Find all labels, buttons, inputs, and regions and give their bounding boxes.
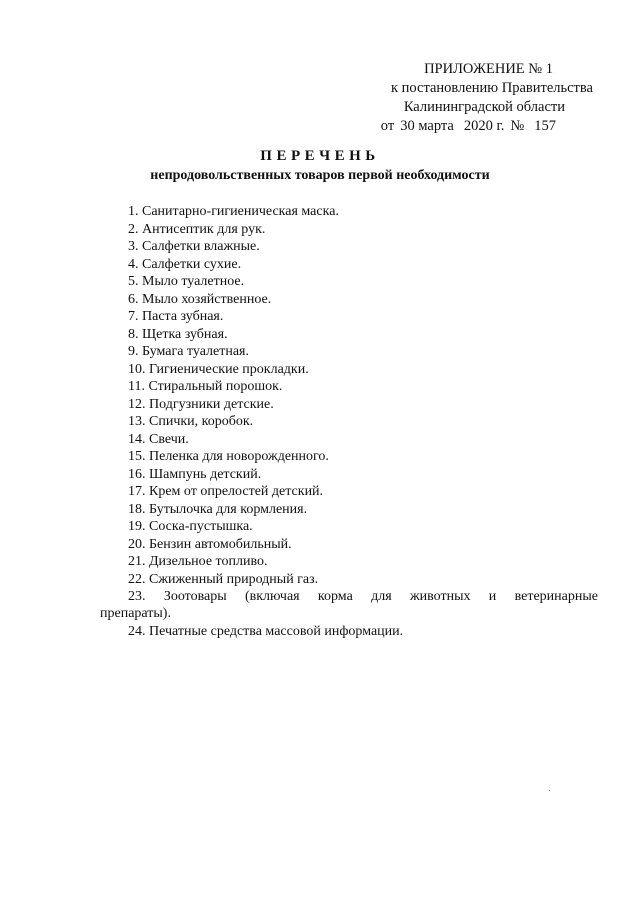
scan-speck bbox=[549, 790, 550, 791]
list-item: 4. Салфетки сухие. bbox=[128, 256, 242, 272]
list-item: 18. Бутылочка для кормления. bbox=[128, 501, 308, 517]
list-item: 9. Бумага туалетная. bbox=[128, 344, 249, 359]
document-subtitle: непродовольственных товаров первой необходимости bbox=[150, 168, 490, 183]
list-item: 8. Щетка зубная. bbox=[128, 326, 228, 342]
list-item: 3. Салфетки влажные. bbox=[128, 239, 260, 254]
list-item: 20. Бензин автомобильный. bbox=[128, 536, 292, 552]
list-item: 16. Шампунь детский. bbox=[128, 466, 262, 482]
list-item: 7. Паста зубная. bbox=[128, 309, 224, 324]
list-item: 23. Зоотовары (включая корма для животных и ветеринарные bbox=[128, 589, 598, 604]
list-item: 19. Соска-пустышка. bbox=[128, 519, 253, 534]
list-item: 24. Печатные средства массовой информации. bbox=[128, 624, 404, 639]
list-item: 1. Санитарно-гигиеническая маска. bbox=[128, 204, 339, 219]
list-item-continuation: препараты). bbox=[100, 606, 171, 621]
list-item: 14. Свечи. bbox=[128, 431, 189, 447]
list-item: 10. Гигиенические прокладки. bbox=[128, 361, 309, 377]
list-item: 15. Пеленка для новорожденного. bbox=[128, 449, 329, 464]
number-sign: № bbox=[510, 118, 525, 134]
date-prefix: от bbox=[380, 118, 395, 134]
date-day-month: 30 марта bbox=[400, 118, 454, 134]
appendix-header bbox=[333, 60, 593, 136]
date-year: 2020 г. bbox=[463, 118, 505, 134]
list-item: 13. Спички, коробок. bbox=[128, 414, 254, 429]
goods-list bbox=[128, 203, 598, 641]
list-item: 5. Мыло туалетное. bbox=[128, 274, 245, 289]
list-item: 17. Крем от опрелостей детский. bbox=[128, 484, 324, 499]
list-item: 6. Мыло хозяйственное. bbox=[128, 291, 272, 307]
list-item: 22. Сжиженный природный газ. bbox=[128, 571, 319, 587]
appendix-resolution-line: к постановлению Правительства bbox=[391, 80, 593, 96]
list-item: 12. Подгузники детские. bbox=[128, 396, 274, 412]
appendix-title: ПРИЛОЖЕНИЕ № 1 bbox=[424, 61, 553, 77]
list-item: 11. Стиральный порошок. bbox=[128, 379, 283, 394]
list-item: 2. Антисептик для рук. bbox=[128, 221, 266, 237]
resolution-number: 157 bbox=[534, 118, 556, 134]
appendix-region-line: Калининградской области bbox=[403, 99, 565, 115]
appendix-date-line bbox=[333, 117, 593, 136]
list-item: 21. Дизельное топливо. bbox=[128, 554, 268, 569]
document-title: ПЕРЕЧЕНЬ bbox=[260, 148, 380, 164]
